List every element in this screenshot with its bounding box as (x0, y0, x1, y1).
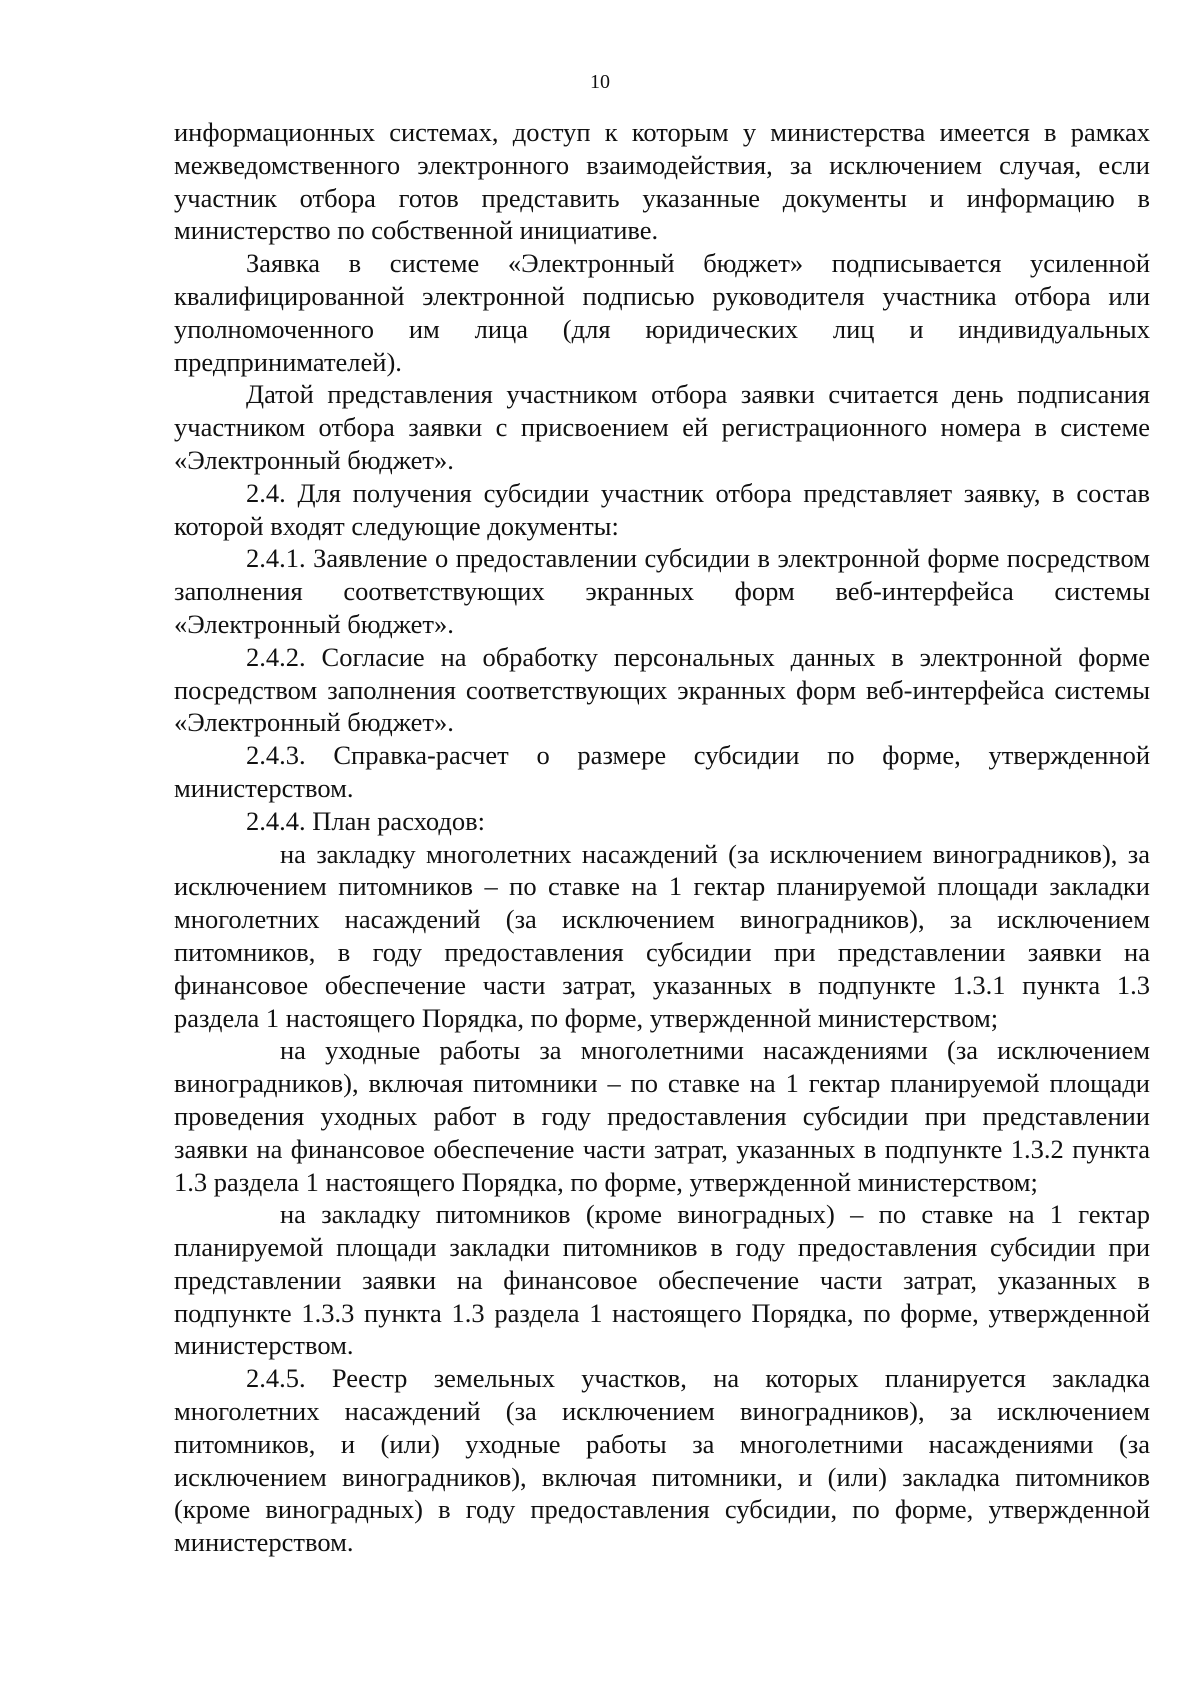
paragraph-section-2-4-2: 2.4.2. Согласие на обработку персональных данных в электронной форме посредством заполнения соответствующих экранных форм веб-интерфейса системы «Электронный бюджет». (174, 641, 1150, 738)
paragraph-section-2-4-1: 2.4.1. Заявление о предоставлении субсидии в электронной форме посредством заполнения соответствующих экранных форм веб-интерфейса системы «Электронный бюджет». (174, 543, 1150, 639)
paragraph-section-2-4-5: 2.4.5. Реестр земельных участков, на которых планируется закладка многолетних насаждений (за исключением виноградников), за исключением питомников, и (или) уходные работы за многолетними насаждениями (за исключением виноградников), включая питомники, и (или) закладка питомников (кроме виноградных) в году предоставления субсидии, по форме, утвержденной министерством. (174, 1363, 1150, 1558)
paragraph-plan-item-planting: на закладку многолетних насаждений (за исключением виноградников), за исключением питомников – по ставке на 1 гектар планируемой площади закладки многолетних насаждений (за исключением виноградников), за исключением питомников, в году предоставления субсидии при представлении заявки на финансовое обеспечение части затрат, указанных в подпункте 1.3.1 пункта 1.3 раздела 1 настоящего Порядка, по форме, утвержденной министерством; (174, 838, 1150, 1033)
paragraph-application-signature: Заявка в системе «Электронный бюджет» подписывается усиленной квалифицированной электронной подписью руководителя участника отбора или уполномоченного им лица (для юридических лиц и индивидуальных предпринимателей). (174, 248, 1150, 377)
paragraph-plan-item-nurseries: на закладку питомников (кроме виноградных) – по ставке на 1 гектар планируемой площади закладки питомников в году предоставления субсидии при представлении заявки на финансовое обеспечение части затрат, указанных в подпункте 1.3.3 пункта 1.3 раздела 1 настоящего Порядка, по форме, утвержденной министерством. (174, 1199, 1150, 1361)
document-body (174, 116, 1150, 1559)
paragraph-continuation: информационных системах, доступ к которым у министерства имеется в рамках межведомственного электронного взаимодействия, за исключением случая, если участник отбора готов представить указанные документы и информацию в министерство по собственной инициативе. (174, 117, 1150, 246)
paragraph-plan-item-maintenance: на уходные работы за многолетними насаждениями (за исключением виноградников), включая питомники – по ставке на 1 гектар планируемой площади проведения уходных работ в году предоставления субсидии при представлении заявки на финансовое обеспечение части затрат, указанных в подпункте 1.3.2 пункта 1.3 раздела 1 настоящего Порядка, по форме, утвержденной министерством; (174, 1035, 1150, 1197)
paragraph-section-2-4: 2.4. Для получения субсидии участник отбора представляет заявку, в состав которой входят следующие документы: (174, 477, 1150, 541)
paragraph-section-2-4-4: 2.4.4. План расходов: (246, 805, 485, 836)
page-number: 10 (590, 71, 610, 93)
paragraph-section-2-4-3: 2.4.3. Справка-расчет о размере субсидии по форме, утвержденной министерством. (174, 740, 1150, 803)
paragraph-submission-date: Датой представления участником отбора заявки считается день подписания участником отбора заявки с присвоением ей регистрационного номера в системе «Электронный бюджет». (174, 379, 1150, 475)
